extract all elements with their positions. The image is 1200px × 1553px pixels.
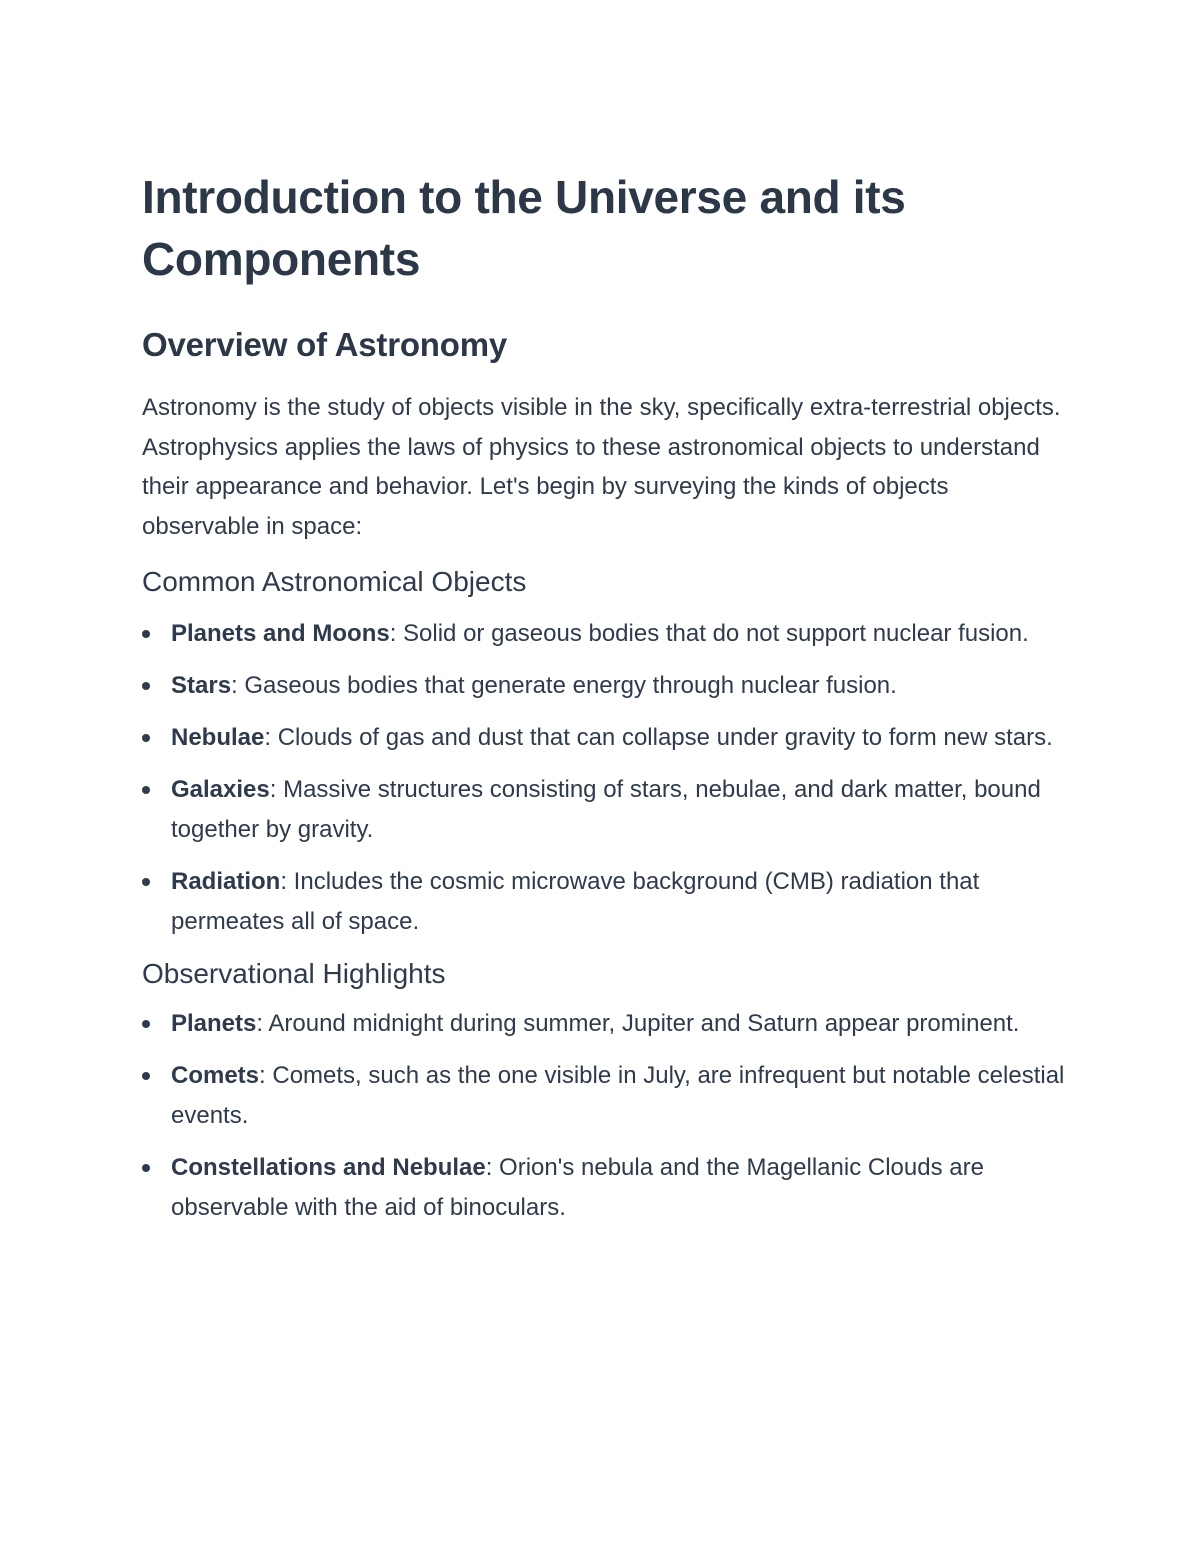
item-term: Planets: [171, 1010, 257, 1037]
bullet-icon: [142, 786, 150, 794]
list-item: [142, 1056, 1072, 1136]
item-term: Stars: [171, 672, 232, 699]
list-item: [142, 1004, 1072, 1044]
list-item: [142, 1148, 1072, 1228]
item-text: : Includes the cosmic microwave background (CMB) radiation that permeates all of space.: [171, 868, 980, 935]
list-item: [142, 862, 1072, 942]
overview-heading: Overview of Astronomy: [142, 326, 508, 363]
intro-paragraph: Astronomy is the study of objects visible in the sky, specifically extra-terrestrial objects. Astrophysics applies the laws of physics to these astronomical objects to understand their appearance and behavior. Let's begin by surveying the kinds of objects observable in space:: [142, 394, 1061, 540]
item-text: : Comets, such as the one visible in July, are infrequent but notable celestial events.: [171, 1062, 1065, 1129]
bullet-icon: [142, 1020, 150, 1028]
bullet-icon: [142, 734, 150, 742]
item-text: : Around midnight during summer, Jupiter and Saturn appear prominent.: [256, 1010, 1020, 1037]
bullet-icon: [142, 878, 150, 886]
item-text: : Solid or gaseous bodies that do not support nuclear fusion.: [389, 620, 1029, 647]
bullet-icon: [142, 630, 150, 638]
document-page: [142, 166, 1072, 1240]
item-term: Galaxies: [171, 776, 270, 803]
item-term: Planets and Moons: [171, 620, 390, 647]
bullet-icon: [142, 1072, 150, 1080]
item-text: : Gaseous bodies that generate energy through nuclear fusion.: [231, 672, 897, 699]
page-title: Introduction to the Universe and its Components: [142, 171, 906, 285]
item-term: Constellations and Nebulae: [171, 1154, 486, 1181]
item-text: : Orion's nebula and the Magellanic Clouds are observable with the aid of binoculars.: [171, 1154, 984, 1221]
list-item: [142, 614, 1072, 654]
item-text: : Massive structures consisting of stars, nebulae, and dark matter, bound together by gravity.: [171, 776, 1041, 843]
section-heading-observational-highlights: Observational Highlights: [142, 958, 446, 989]
bullet-icon: [142, 1164, 150, 1172]
observational-highlights-list: [142, 1004, 1072, 1228]
list-item: [142, 770, 1072, 850]
section-heading-common-objects: Common Astronomical Objects: [142, 566, 527, 597]
list-item: [142, 718, 1072, 758]
item-text: : Clouds of gas and dust that can collapse under gravity to form new stars.: [264, 724, 1053, 751]
item-term: Comets: [171, 1062, 260, 1089]
bullet-icon: [142, 682, 150, 690]
item-term: Nebulae: [171, 724, 265, 751]
item-term: Radiation: [171, 868, 281, 895]
common-objects-list: [142, 614, 1072, 942]
list-item: [142, 666, 1072, 706]
